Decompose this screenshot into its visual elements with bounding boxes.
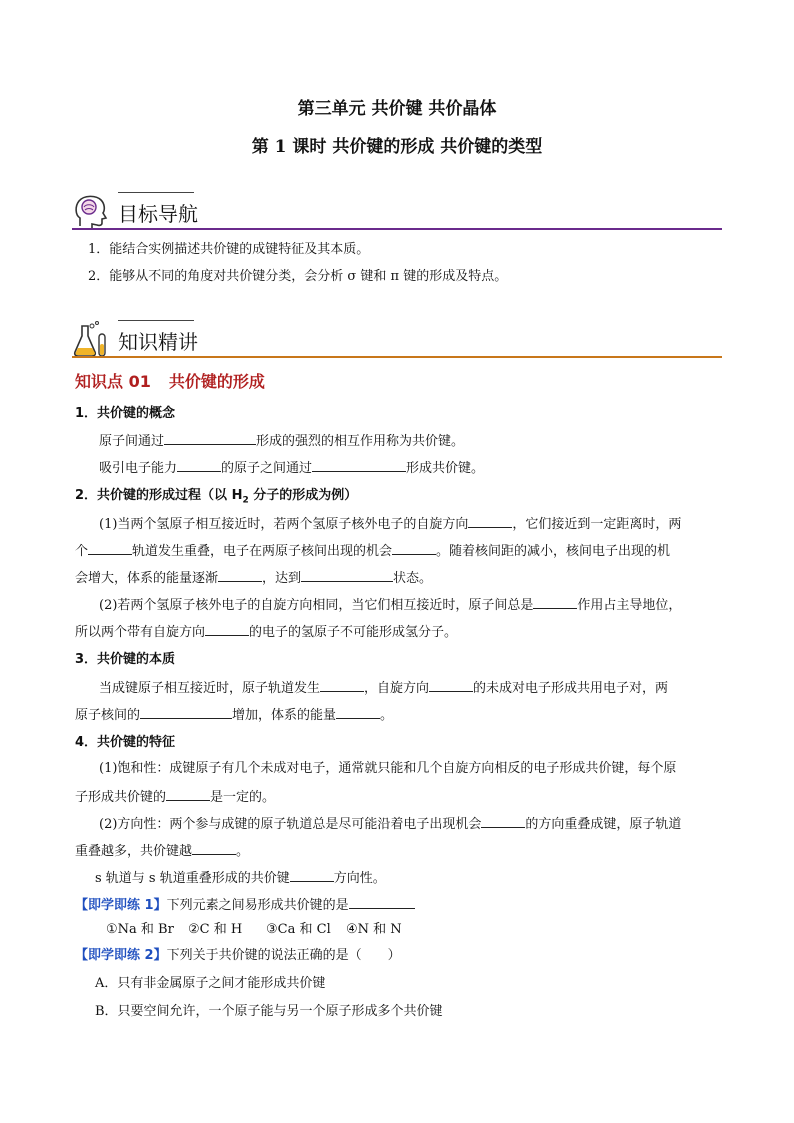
goal-item: 2．能够从不同的角度对共价键分类，会分析 σ 键和 π 键的形成及特点。 (88, 269, 508, 284)
option: ④N 和 N (346, 922, 402, 937)
heading-decoration (118, 192, 194, 193)
fill-blank[interactable] (192, 840, 236, 855)
fill-blank[interactable] (88, 540, 132, 555)
subheading: 4．共价键的特征 (75, 735, 176, 750)
fill-blank[interactable] (468, 513, 512, 528)
answer-option-b[interactable]: B．只要空间允许，一个原子能与另一个原子形成多个共价键 (95, 1004, 443, 1019)
subheading: 2．共价键的形成过程（以 $H_2$ 分子的形成为例） (75, 488, 358, 506)
text-line: 当成键原子相互接近时，原子轨道发生 ，自旋方向 的未成对电子形成共用电子对，两 (99, 677, 668, 699)
section-goals-title: 目标导航 (118, 202, 198, 226)
fill-blank[interactable] (392, 540, 436, 555)
exercise-tag: 【即学即练 1】 (75, 898, 167, 913)
section-knowledge-title: 知识精讲 (118, 330, 198, 354)
text-line: 原子核间的 增加，体系的能量 。 (75, 704, 393, 726)
answer-option-a[interactable]: A．只有非金属原子之间才能形成共价键 (95, 976, 326, 991)
heading-decoration (118, 320, 194, 321)
fill-blank[interactable] (290, 867, 334, 882)
section-knowledge-header (72, 318, 722, 358)
fill-blank[interactable] (533, 594, 577, 609)
subheading: 1．共价键的概念 (75, 406, 176, 421)
fill-blank[interactable] (177, 457, 221, 472)
fill-blank[interactable] (218, 567, 262, 582)
flask-icon (72, 320, 110, 358)
section-knowledge-rule (72, 356, 722, 358)
fill-blank[interactable] (140, 704, 232, 719)
section-goals-rule (72, 228, 722, 230)
exercise-options (106, 920, 402, 940)
unit-title: 第三单元 共价键 共价晶体 (297, 99, 497, 119)
text-line: 吸引电子能力 的原子之间通过 形成共价键。 (99, 457, 484, 479)
fill-blank[interactable] (320, 677, 364, 692)
fill-blank[interactable] (336, 704, 380, 719)
text-line: 会增大，体系的能量逐渐 ，达到 状态。 (75, 567, 432, 589)
option: ②C 和 H (188, 922, 243, 937)
knowledge-point-number: 知识点 01 (75, 372, 151, 391)
fill-blank[interactable] (312, 457, 406, 472)
text-line: (1)当两个氢原子相互接近时，若两个氢原子核外电子的自旋方向 ，它们接近到一定距离时，两 (99, 513, 681, 535)
fill-blank[interactable] (205, 621, 249, 636)
brain-head-icon (72, 192, 110, 230)
fill-blank[interactable] (164, 430, 256, 445)
text-line: 子形成共价键的 是一定的。 (75, 786, 275, 808)
text-line: (1)饱和性：成键原子有几个未成对电子，通常就只能和几个自旋方向相反的电子形成共价键，每个原 (99, 761, 677, 776)
fill-blank[interactable] (429, 677, 473, 692)
knowledge-point-name: 共价键的形成 (168, 372, 265, 391)
text-line: (2)若两个氢原子核外电子的自旋方向相同，当它们相互接近时，原子间总是 作用占主导地位， (99, 594, 681, 616)
text-line: 原子间通过 形成的强烈的相互作用称为共价键。 (99, 430, 464, 452)
fill-blank[interactable] (166, 786, 210, 801)
section-goals-header (72, 190, 722, 230)
text-line: s 轨道与 s 轨道重叠形成的共价键 方向性。 (95, 867, 386, 889)
knowledge-point-title (75, 369, 283, 392)
lesson-title: 第 1 课时 共价键的形成 共价键的类型 (251, 137, 543, 157)
exercise-question: 【即学即练 2】下列关于共价键的说法正确的是（ ） (75, 948, 401, 963)
text-line: 重叠越多，共价键越 。 (75, 840, 249, 862)
goal-item: 1．能结合实例描述共价键的成键特征及其本质。 (88, 242, 370, 257)
option: ③Ca 和 Cl (266, 922, 331, 937)
answer-blank[interactable] (349, 894, 415, 909)
fill-blank[interactable] (481, 813, 525, 828)
fill-blank[interactable] (301, 567, 393, 582)
text-line: 所以两个带有自旋方向 的电子的氢原子不可能形成氢分子。 (75, 621, 457, 643)
subheading: 3．共价键的本质 (75, 652, 176, 667)
text-line: (2)方向性：两个参与成键的原子轨道总是尽可能沿着电子出现机会 的方向重叠成键，原子轨道 (99, 813, 681, 835)
exercise-question: 【即学即练 1】下列元素之间易形成共价键的是 (75, 894, 415, 916)
text-line: 个 轨道发生重叠，电子在两原子核间出现的机会 。随着核间距的减小，核间电子出现的机 (75, 540, 670, 562)
option: ①Na 和 Br (106, 922, 174, 937)
exercise-tag: 【即学即练 2】 (75, 948, 167, 963)
